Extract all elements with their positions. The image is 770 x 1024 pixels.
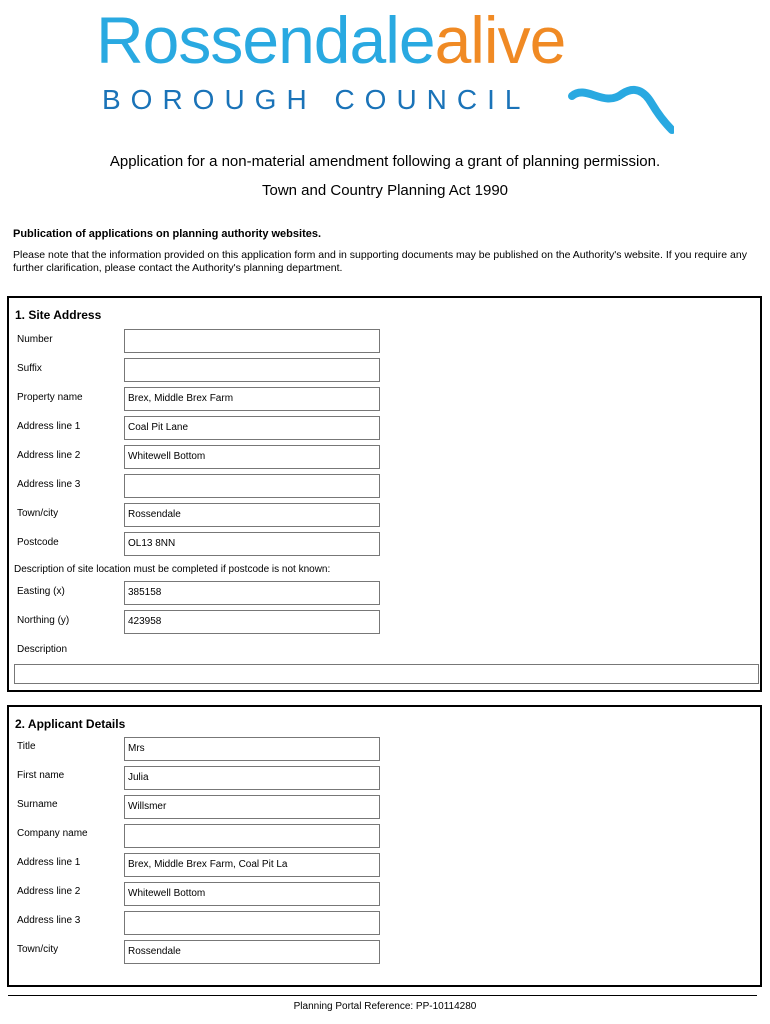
logo-swirl-icon bbox=[564, 64, 674, 134]
act-title: Town and Country Planning Act 1990 bbox=[262, 182, 508, 199]
field-label: First name bbox=[17, 770, 65, 781]
field-label: Company name bbox=[17, 828, 88, 839]
first-name-input[interactable]: Julia bbox=[124, 766, 380, 790]
field-label: Easting (x) bbox=[17, 586, 65, 597]
field-label: Property name bbox=[17, 392, 83, 403]
publication-note: Please note that the information provided on this application form and in supporting documents may be published on the Authority's website. If you require any further clarification, please contact the Authority's planning department. bbox=[13, 249, 747, 274]
site-address-section bbox=[7, 296, 762, 692]
field-label: Address line 3 bbox=[17, 479, 81, 490]
applicant-address-line-2-input[interactable]: Whitewell Bottom bbox=[124, 882, 380, 906]
field-label: Surname bbox=[17, 799, 58, 810]
council-logo bbox=[96, 3, 696, 133]
title-input[interactable]: Mrs bbox=[124, 737, 380, 761]
field-label: Town/city bbox=[17, 944, 59, 955]
northing-input[interactable]: 423958 bbox=[124, 610, 380, 634]
postcode-input[interactable]: OL13 8NN bbox=[124, 532, 380, 556]
number-input[interactable] bbox=[124, 329, 380, 353]
field-label: Description bbox=[17, 644, 68, 655]
field-label: Town/city bbox=[17, 508, 59, 519]
address-line-1-input[interactable]: Coal Pit Lane bbox=[124, 416, 380, 440]
applicant-address-line-3-input[interactable] bbox=[124, 911, 380, 935]
field-label: Northing (y) bbox=[17, 615, 70, 626]
form-title: Application for a non-material amendment following a grant of planning permission. bbox=[109, 153, 661, 170]
publication-title: Publication of applications on planning authority websites. bbox=[13, 228, 322, 240]
address-line-3-input[interactable] bbox=[124, 474, 380, 498]
town-city-input[interactable]: Rossendale bbox=[124, 503, 380, 527]
surname-input[interactable]: Willsmer bbox=[124, 795, 380, 819]
field-label: Address line 1 bbox=[17, 421, 81, 432]
description-input[interactable] bbox=[14, 664, 759, 684]
logo-wordmark bbox=[96, 0, 565, 80]
location-note: Description of site location must be completed if postcode is not known: bbox=[14, 564, 331, 575]
field-label: Number bbox=[17, 334, 53, 345]
field-label: Address line 2 bbox=[17, 886, 81, 897]
address-line-2-input[interactable]: Whitewell Bottom bbox=[124, 445, 380, 469]
field-label: Postcode bbox=[17, 537, 59, 548]
applicant-details-section bbox=[7, 705, 762, 987]
portal-reference: Planning Portal Reference: PP-10114280 bbox=[293, 1001, 477, 1012]
section-title: 1. Site Address bbox=[15, 308, 102, 322]
property-name-input[interactable]: Brex, Middle Brex Farm bbox=[124, 387, 380, 411]
suffix-input[interactable] bbox=[124, 358, 380, 382]
applicant-town-city-input[interactable]: Rossendale bbox=[124, 940, 380, 964]
company-name-input[interactable] bbox=[124, 824, 380, 848]
field-label: Address line 3 bbox=[17, 915, 81, 926]
field-label: Title bbox=[17, 741, 36, 752]
logo-subtitle: BOROUGH COUNCIL bbox=[102, 84, 531, 115]
footer-divider bbox=[8, 995, 757, 996]
applicant-address-line-1-input[interactable]: Brex, Middle Brex Farm, Coal Pit La bbox=[124, 853, 380, 877]
section-title: 2. Applicant Details bbox=[15, 717, 126, 731]
easting-input[interactable]: 385158 bbox=[124, 581, 380, 605]
logo-name-part1: Rossendale bbox=[96, 3, 435, 77]
field-label: Address line 1 bbox=[17, 857, 81, 868]
field-label: Address line 2 bbox=[17, 450, 81, 461]
field-label: Suffix bbox=[17, 363, 42, 374]
logo-name-part2: alive bbox=[434, 3, 566, 77]
